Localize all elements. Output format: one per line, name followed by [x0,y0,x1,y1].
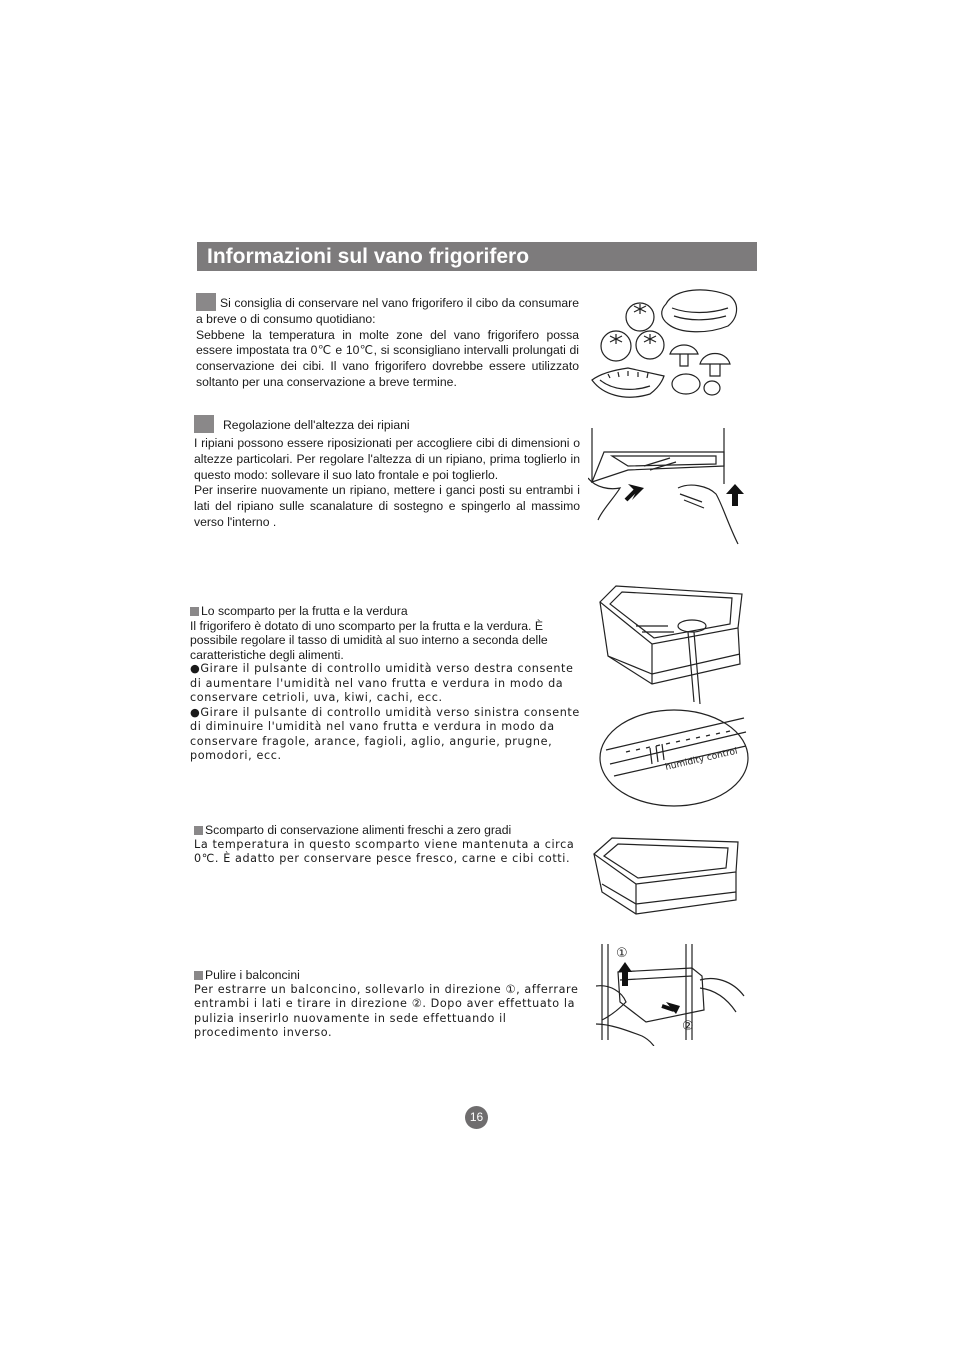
meat-shape [662,290,737,332]
crisper-drawer-illustration [596,584,754,810]
section-shelf-adjustment [194,414,580,531]
section-short-term-storage [196,293,579,391]
arrow-up-icon [726,484,744,506]
section-marker [194,826,203,835]
section-marker [196,293,216,311]
direction-marker-1: ① [616,946,628,961]
arrow-up-icon [618,962,632,986]
door-bin-illustration [596,940,746,1046]
section1-para1: Si consiglia di conservare nel vano frigorifero il cibo da consumare a breve o di consumo quotidiano: [196,293,579,328]
section1-para2: Sebbene la temperatura in molte zone del vano frigorifero possa essere impostata tra 0℃ e 10℃, si sconsigliano intervalli prolungati di conservazione dei cibi. Il vano frigorifero dovrebbe essere utilizzato soltanto per una conservazione a breve termine. [196,327,579,389]
section-crisper [190,604,580,764]
mushroom-shape [670,345,698,354]
section2-para1: I ripiani possono essere riposizionati per accogliere cibi di dimensioni o altezze particolari. Per regolare l'altezza di un ripiano, prima toglierlo in questo modo: sollevare il suo lato frontale e poi toglierlo. [194,436,580,482]
section3-heading-row: Lo scomparto per la frutta e la verdura [190,604,580,619]
page-number: 16 [465,1106,488,1129]
page-title: Informazioni sul vano frigorifero [207,245,530,268]
section-marker [194,971,203,980]
section5-text: Per estrarre un balconcino, sollevarlo in direzione ①, afferrare entrambi i lati e tirare in direzione ②. Dopo aver effettuato la pulizia inserirlo nuovamente in sede effettuando il procedimento inverso. [194,982,579,1039]
title-banner [197,242,757,271]
section4-text: La temperatura in questo scomparto viene mantenuta a circa 0℃. È adatto per conservare pesce fresco, carne e cibi cotti. [194,837,575,865]
food-illustration [588,284,740,406]
direction-marker-2: ② [682,1019,694,1034]
section4-heading-row: Scomparto di conservazione alimenti freschi a zero gradi [194,823,580,838]
section3-bullet1: ●Girare il pulsante di controllo umidità verso destra consente di aumentare l'umidità nel vano frutta e verdura in modo da conservare cetrioli, uva, kiwi, cachi, ecc. [190,662,574,704]
section-zero-degree [194,823,580,867]
section-marker [190,607,199,616]
humidity-control-label: humidity control [664,746,739,773]
zero-degree-drawer-illustration [592,834,742,918]
section-marker [194,415,214,433]
section2-para2: Per inserire nuovamente un ripiano, mettere i ganci posti su entrambi i lati del ripiano sulle scanalature di sostegno e spingerlo al massimo verso l'interno . [194,483,580,529]
shelf-removal-illustration [588,428,752,546]
section2-heading-row: Regolazione dell'altezza dei ripiani [194,414,580,436]
section-door-bins [194,968,580,1041]
section5-heading-row: Pulire i balconcini [194,968,580,983]
section3-bullet2: ●Girare il pulsante di controllo umidità verso sinistra consente di diminuire l'umidità nel vano frutta e verdura in modo da conservare fragole, arance, fagioli, aglio, angurie, prugne, pomodori, ecc. [190,705,580,762]
section3-intro: Il frigorifero è dotato di uno scomparto per la frutta e la verdura. È possibile regolare il tasso di umidità al suo interno a seconda delle caratteristiche degli alimenti. [190,618,548,662]
